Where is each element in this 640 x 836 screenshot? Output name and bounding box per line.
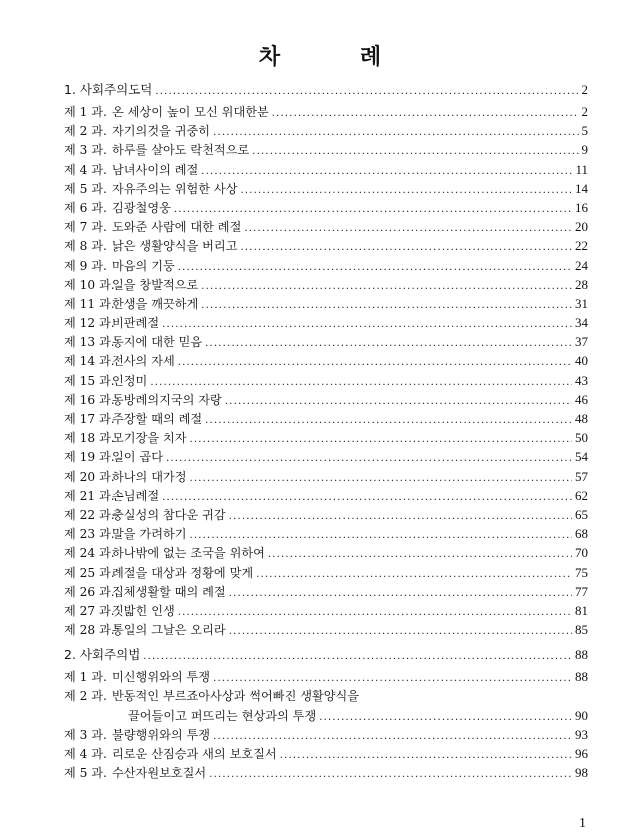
entry-label bbox=[64, 544, 265, 561]
dot-leader bbox=[213, 673, 572, 684]
toc-entry[interactable] bbox=[64, 257, 588, 276]
toc-entry[interactable] bbox=[64, 180, 588, 199]
toc-entry[interactable] bbox=[64, 372, 588, 391]
lesson-number: 제 9 과. bbox=[64, 258, 107, 273]
toc-entry[interactable] bbox=[64, 276, 588, 295]
lesson-number: 제 8 과. bbox=[64, 239, 107, 254]
lesson-title: 도와준 사람에 대한 례절 bbox=[112, 220, 242, 235]
lesson-page: 43 bbox=[575, 372, 588, 388]
entry-label bbox=[64, 391, 222, 408]
lesson-title: 반동적인 부르죠아사상과 썩어빠진 생활양식을 bbox=[112, 689, 360, 704]
lesson-page: 93 bbox=[575, 726, 588, 742]
lesson-page: 88 bbox=[575, 669, 588, 685]
lesson-title: 동방례의지국의 자랑 bbox=[112, 392, 222, 407]
lesson-page: 22 bbox=[575, 238, 588, 254]
lesson-title: 하루를 살아도 락천적으로 bbox=[112, 143, 250, 158]
lesson-page: 34 bbox=[575, 315, 588, 331]
dot-leader bbox=[205, 415, 572, 426]
toc-entry[interactable] bbox=[64, 745, 588, 764]
entry-label bbox=[64, 506, 226, 523]
section-page: 2 bbox=[581, 82, 588, 97]
toc-entry[interactable] bbox=[64, 141, 588, 160]
lesson-number: 제 2 과. bbox=[64, 689, 107, 704]
toc-entry[interactable] bbox=[64, 668, 588, 687]
entry-label bbox=[64, 764, 206, 781]
lesson-title: 불량행위와의 투쟁 bbox=[112, 727, 211, 742]
dot-leader bbox=[143, 651, 572, 662]
toc-entry[interactable] bbox=[64, 391, 588, 410]
lesson-page: 65 bbox=[575, 506, 588, 522]
lesson-title: 미신행위와의 투쟁 bbox=[112, 670, 211, 685]
lesson-title: 손님례절 bbox=[112, 488, 160, 503]
lesson-title: 짓밟힌 인생 bbox=[112, 603, 175, 618]
lesson-number: 제 5 과. bbox=[64, 181, 107, 196]
lesson-page: 96 bbox=[575, 746, 588, 761]
lesson-title-continued: 끌어들이고 퍼뜨리는 현상과의 투쟁 bbox=[128, 708, 317, 723]
entry-label bbox=[64, 180, 237, 197]
lesson-page: 9 bbox=[581, 142, 588, 158]
dot-leader bbox=[280, 750, 572, 761]
lesson-number: 제 5 과. bbox=[64, 766, 107, 781]
lesson-number: 제 13 과. bbox=[64, 335, 115, 350]
entry-label bbox=[64, 468, 187, 485]
lesson-number: 제 3 과. bbox=[64, 143, 107, 158]
lesson-title: 자기의것을 귀중히 bbox=[112, 124, 211, 139]
dot-leader bbox=[201, 300, 572, 311]
dot-leader bbox=[268, 549, 572, 560]
lesson-title: 말을 가려하기 bbox=[112, 527, 187, 542]
toc-entry[interactable] bbox=[64, 410, 588, 429]
entry-label bbox=[64, 333, 202, 350]
dot-leader bbox=[252, 146, 578, 157]
page-title: 차 례 bbox=[258, 45, 418, 70]
entry-label bbox=[64, 276, 198, 293]
toc-section-law[interactable] bbox=[64, 645, 588, 665]
lesson-number: 제 18 과. bbox=[64, 431, 115, 446]
lesson-title: 온 세상이 높이 모신 위대한분 bbox=[112, 105, 269, 119]
entry-label bbox=[64, 199, 171, 216]
toc-entry[interactable] bbox=[64, 103, 588, 122]
entry-label bbox=[64, 602, 175, 619]
entry-label bbox=[64, 103, 269, 120]
lesson-page: 62 bbox=[575, 487, 588, 503]
lesson-number: 제 1 과. bbox=[64, 105, 107, 119]
lesson-title: 례절을 대상과 정황에 맞게 bbox=[112, 565, 254, 580]
dot-leader bbox=[256, 569, 572, 580]
lesson-number: 제 14 과. bbox=[64, 354, 115, 369]
lesson-page: 2 bbox=[581, 104, 588, 119]
entry-label bbox=[64, 487, 159, 504]
lesson-number: 제 24 과. bbox=[64, 546, 115, 561]
entry-label bbox=[64, 429, 187, 446]
entry-label bbox=[64, 668, 210, 685]
lesson-number: 제 11 과. bbox=[64, 296, 115, 311]
dot-leader bbox=[209, 769, 572, 780]
dot-leader bbox=[205, 338, 572, 349]
table-of-contents bbox=[64, 80, 588, 783]
toc-entry[interactable] bbox=[64, 525, 588, 544]
lesson-number: 제 16 과. bbox=[64, 392, 115, 407]
entry-label bbox=[64, 525, 187, 542]
dot-leader bbox=[229, 588, 572, 599]
toc-entry[interactable] bbox=[64, 161, 588, 180]
toc-entry[interactable] bbox=[64, 199, 588, 218]
toc-entry[interactable] bbox=[64, 237, 588, 256]
dot-leader bbox=[240, 242, 572, 253]
entry-label bbox=[64, 141, 249, 158]
lesson-title: 마음의 기둥 bbox=[112, 258, 175, 273]
lesson-title: 집체생활할 때의 례절 bbox=[112, 584, 226, 599]
lesson-title: 수산자원보호질서 bbox=[112, 766, 207, 781]
lesson-title: 김광철영웅 bbox=[112, 200, 171, 215]
dot-leader bbox=[229, 626, 572, 637]
lesson-page: 77 bbox=[575, 583, 588, 599]
entry-label bbox=[64, 295, 198, 312]
entry-label bbox=[64, 726, 210, 743]
lesson-title: 리로운 산짐승과 새의 보호질서 bbox=[112, 747, 277, 761]
entry-label bbox=[64, 161, 198, 178]
dot-leader bbox=[213, 731, 572, 742]
toc-entry[interactable] bbox=[64, 295, 588, 314]
toc-entry[interactable] bbox=[64, 506, 588, 525]
lesson-title: 전사의 자세 bbox=[112, 354, 175, 369]
page-number: 1 bbox=[579, 816, 586, 831]
section-heading: 1. 사회주의도덕 bbox=[64, 82, 153, 97]
toc-entry-continuation[interactable] bbox=[64, 707, 588, 726]
dot-leader bbox=[155, 86, 578, 97]
dot-leader bbox=[166, 453, 572, 464]
dot-leader bbox=[178, 357, 572, 368]
toc-entry[interactable] bbox=[64, 564, 588, 583]
dot-leader bbox=[190, 530, 572, 541]
lesson-page: 5 bbox=[581, 123, 588, 139]
entry-label bbox=[64, 687, 359, 704]
lesson-title: 일이 곱다 bbox=[112, 450, 163, 465]
lesson-page: 46 bbox=[575, 391, 588, 407]
lesson-title: 인정미 bbox=[112, 373, 148, 388]
lesson-page: 50 bbox=[575, 430, 588, 446]
entry-label bbox=[64, 237, 237, 254]
section-heading: 2. 사회주의법 bbox=[64, 647, 141, 663]
entry-label bbox=[64, 314, 159, 331]
entry-label bbox=[64, 372, 147, 389]
entry-label bbox=[64, 218, 241, 235]
lesson-page: 98 bbox=[575, 765, 588, 781]
lesson-page: 90 bbox=[575, 707, 588, 723]
dot-leader bbox=[272, 108, 579, 119]
entry-label bbox=[64, 122, 210, 139]
dot-leader bbox=[178, 262, 572, 273]
lesson-title: 모기장을 치자 bbox=[112, 431, 187, 446]
lesson-page: 16 bbox=[575, 199, 588, 215]
dot-leader bbox=[178, 607, 572, 618]
lesson-number: 제 2 과. bbox=[64, 124, 107, 139]
toc-entry[interactable] bbox=[64, 602, 588, 621]
entry-label bbox=[64, 621, 226, 638]
lesson-page: 28 bbox=[575, 276, 588, 292]
toc-entry[interactable] bbox=[64, 352, 588, 371]
toc-entry[interactable] bbox=[64, 429, 588, 448]
lesson-page: 54 bbox=[575, 449, 588, 465]
toc-entry[interactable] bbox=[64, 487, 588, 506]
lesson-page: 85 bbox=[575, 622, 588, 638]
toc-entry[interactable] bbox=[64, 583, 588, 602]
toc-entry[interactable] bbox=[64, 218, 588, 237]
entry-label bbox=[64, 745, 277, 762]
entry-label bbox=[64, 564, 253, 581]
lesson-page: 75 bbox=[575, 564, 588, 580]
dot-leader bbox=[190, 473, 572, 484]
lesson-title: 하나의 대가정 bbox=[112, 469, 187, 484]
dot-leader bbox=[213, 127, 578, 138]
dot-leader bbox=[225, 396, 572, 407]
toc-entry[interactable] bbox=[64, 448, 588, 467]
lesson-page: 24 bbox=[575, 257, 588, 273]
toc-entry[interactable] bbox=[64, 764, 588, 783]
entry-label bbox=[64, 352, 175, 369]
lesson-number: 제 20 과. bbox=[64, 469, 115, 484]
dot-leader bbox=[201, 281, 572, 292]
dot-leader bbox=[162, 492, 572, 503]
lesson-number: 제 1 과. bbox=[64, 670, 107, 685]
lesson-page: 37 bbox=[575, 334, 588, 350]
toc-entry[interactable] bbox=[64, 314, 588, 333]
lesson-title: 주장할 때의 례절 bbox=[112, 412, 203, 426]
toc-entry[interactable] bbox=[64, 726, 588, 745]
dot-leader bbox=[162, 319, 572, 330]
dot-leader bbox=[201, 166, 572, 177]
toc-entry[interactable] bbox=[64, 122, 588, 141]
lesson-page: 81 bbox=[575, 602, 588, 618]
lesson-title: 자유주의는 위험한 사상 bbox=[112, 181, 238, 196]
lesson-number: 제 3 과. bbox=[64, 727, 107, 742]
lesson-number: 제 12 과. bbox=[64, 316, 115, 331]
lesson-number: 제 22 과. bbox=[64, 507, 115, 522]
lesson-number: 제 28 과. bbox=[64, 623, 115, 638]
lesson-title: 통일의 그날은 오리라 bbox=[112, 623, 226, 638]
lesson-title: 하나밖에 없는 조국을 위하여 bbox=[112, 546, 265, 561]
lesson-title: 남녀사이의 례절 bbox=[112, 162, 199, 177]
lesson-page: 57 bbox=[575, 468, 588, 484]
section-page: 88 bbox=[575, 647, 588, 663]
entry-label bbox=[64, 257, 175, 274]
toc-entry[interactable] bbox=[64, 621, 588, 640]
lesson-number: 제 4 과. bbox=[64, 162, 107, 177]
lesson-title: 충실성의 참다운 귀감 bbox=[112, 507, 226, 522]
lesson-page: 70 bbox=[575, 545, 588, 561]
lesson-page: 14 bbox=[575, 180, 588, 196]
dot-leader bbox=[229, 511, 572, 522]
lesson-page: 20 bbox=[575, 219, 588, 235]
toc-entry[interactable] bbox=[64, 687, 588, 706]
lesson-number: 제 19 과. bbox=[64, 450, 115, 465]
lesson-page: 40 bbox=[575, 353, 588, 369]
entry-label bbox=[64, 448, 163, 465]
toc-entry[interactable] bbox=[64, 544, 588, 563]
entry-label bbox=[64, 410, 202, 427]
lesson-number: 제 27 과. bbox=[64, 603, 115, 618]
lesson-number: 제 25 과. bbox=[64, 565, 115, 580]
lesson-title: 동지에 대한 믿음 bbox=[112, 335, 203, 350]
lesson-number: 제 17 과. bbox=[64, 412, 115, 426]
lesson-page: 31 bbox=[575, 295, 588, 311]
dot-leader bbox=[319, 712, 572, 723]
dot-leader bbox=[190, 434, 572, 445]
toc-entry[interactable] bbox=[64, 333, 588, 352]
toc-entry[interactable] bbox=[64, 468, 588, 487]
toc-section-moral[interactable] bbox=[64, 80, 588, 100]
lesson-number: 제 15 과. bbox=[64, 373, 115, 388]
dot-leader bbox=[150, 377, 572, 388]
dot-leader bbox=[174, 204, 572, 215]
dot-leader bbox=[240, 185, 572, 196]
lesson-title: 일을 창발적으로 bbox=[112, 277, 199, 292]
lesson-title: 낡은 생활양식을 버리고 bbox=[112, 239, 238, 254]
lesson-number: 제 4 과. bbox=[64, 747, 107, 761]
lesson-number: 제 26 과. bbox=[64, 584, 115, 599]
dot-leader bbox=[244, 223, 572, 234]
entry-label bbox=[64, 583, 226, 600]
lesson-page: 68 bbox=[575, 526, 588, 542]
lesson-number: 제 23 과. bbox=[64, 527, 115, 542]
lesson-title: 비판례절 bbox=[112, 316, 160, 331]
lesson-page: 48 bbox=[575, 411, 588, 426]
lesson-number: 제 7 과. bbox=[64, 220, 107, 235]
lesson-page: 11 bbox=[575, 161, 588, 177]
lesson-number: 제 6 과. bbox=[64, 200, 107, 215]
lesson-number: 제 10 과. bbox=[64, 277, 115, 292]
lesson-number: 제 21 과. bbox=[64, 488, 115, 503]
lesson-title: 한생을 깨끗하게 bbox=[112, 296, 199, 311]
